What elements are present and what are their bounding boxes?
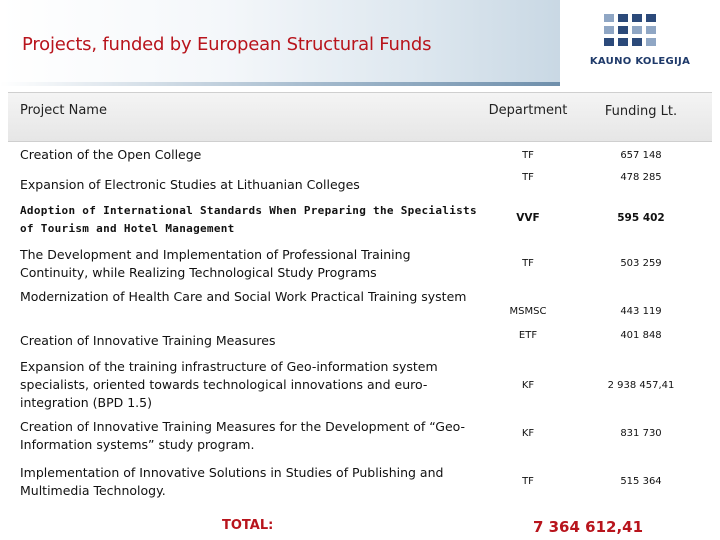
- project-name: Creation of the Open College: [20, 147, 202, 162]
- table-row: [8, 328, 712, 352]
- project-department: TF: [522, 150, 534, 161]
- column-header-department: Department: [488, 103, 568, 118]
- total-label: TOTAL:: [222, 518, 274, 533]
- project-funding: 503 259: [620, 258, 662, 269]
- table-header: [8, 92, 712, 142]
- project-name: The Development and Implementation of Professional Training Continuity, while Realizing Technological Study Programs: [20, 247, 411, 280]
- project-name: Creation of Innovative Training Measures for the Development of “Geo-Information systems” study program.: [20, 419, 466, 452]
- project-department: KF: [521, 428, 535, 439]
- projects-table: [8, 92, 712, 536]
- project-department: ETF: [518, 330, 538, 341]
- project-name: Adoption of International Standards When Preparing the Specialists of Tourism and Hotel Management: [20, 204, 477, 235]
- project-department: TF: [522, 258, 534, 269]
- title-divider: [0, 82, 560, 86]
- project-funding: 595 402: [617, 212, 665, 224]
- table-row: [8, 286, 712, 328]
- project-funding: 657 148: [620, 150, 662, 161]
- project-department: VVF: [516, 212, 540, 224]
- column-header-project-name: Project Name: [20, 103, 107, 118]
- total-value: 7 364 612,41: [532, 518, 644, 536]
- table-row: [8, 240, 712, 286]
- project-funding: 478 285: [620, 172, 662, 183]
- project-name: Expansion of the training infrastructure of Geo-information system specialists, oriented towards technological innovations and euro-integration (BPD 1.5): [20, 359, 438, 410]
- project-department: TF: [522, 172, 534, 183]
- page-title: Projects, funded by European Structural Funds: [22, 34, 432, 55]
- table-row: [8, 460, 712, 504]
- project-department: MSMSC: [509, 306, 547, 317]
- project-name: Modernization of Health Care and Social Work Practical Training system: [20, 289, 467, 304]
- project-department: KF: [521, 380, 535, 391]
- total-row: [8, 518, 712, 540]
- project-funding: 2 938 457,41: [607, 380, 675, 391]
- table-row: [8, 416, 712, 460]
- table-row: [8, 170, 712, 198]
- table-row: [8, 142, 712, 170]
- project-department: TF: [522, 476, 534, 487]
- project-name: Creation of Innovative Training Measures: [20, 333, 276, 348]
- logo-grid-icon: [604, 14, 660, 52]
- project-funding: 443 119: [620, 306, 662, 317]
- column-header-funding: Funding Lt.: [604, 104, 678, 119]
- logo-text: KAUNO KOLEGIJA: [589, 56, 691, 67]
- table-row: [8, 352, 712, 416]
- project-funding: 401 848: [620, 330, 662, 341]
- project-funding: 515 364: [620, 476, 662, 487]
- project-funding: 831 730: [620, 428, 662, 439]
- kauno-kolegija-logo: [586, 14, 694, 70]
- project-name: Expansion of Electronic Studies at Lithuanian Colleges: [20, 177, 360, 192]
- table-row: [8, 198, 712, 240]
- project-name: Implementation of Innovative Solutions in Studies of Publishing and Multimedia Technology.: [20, 465, 444, 498]
